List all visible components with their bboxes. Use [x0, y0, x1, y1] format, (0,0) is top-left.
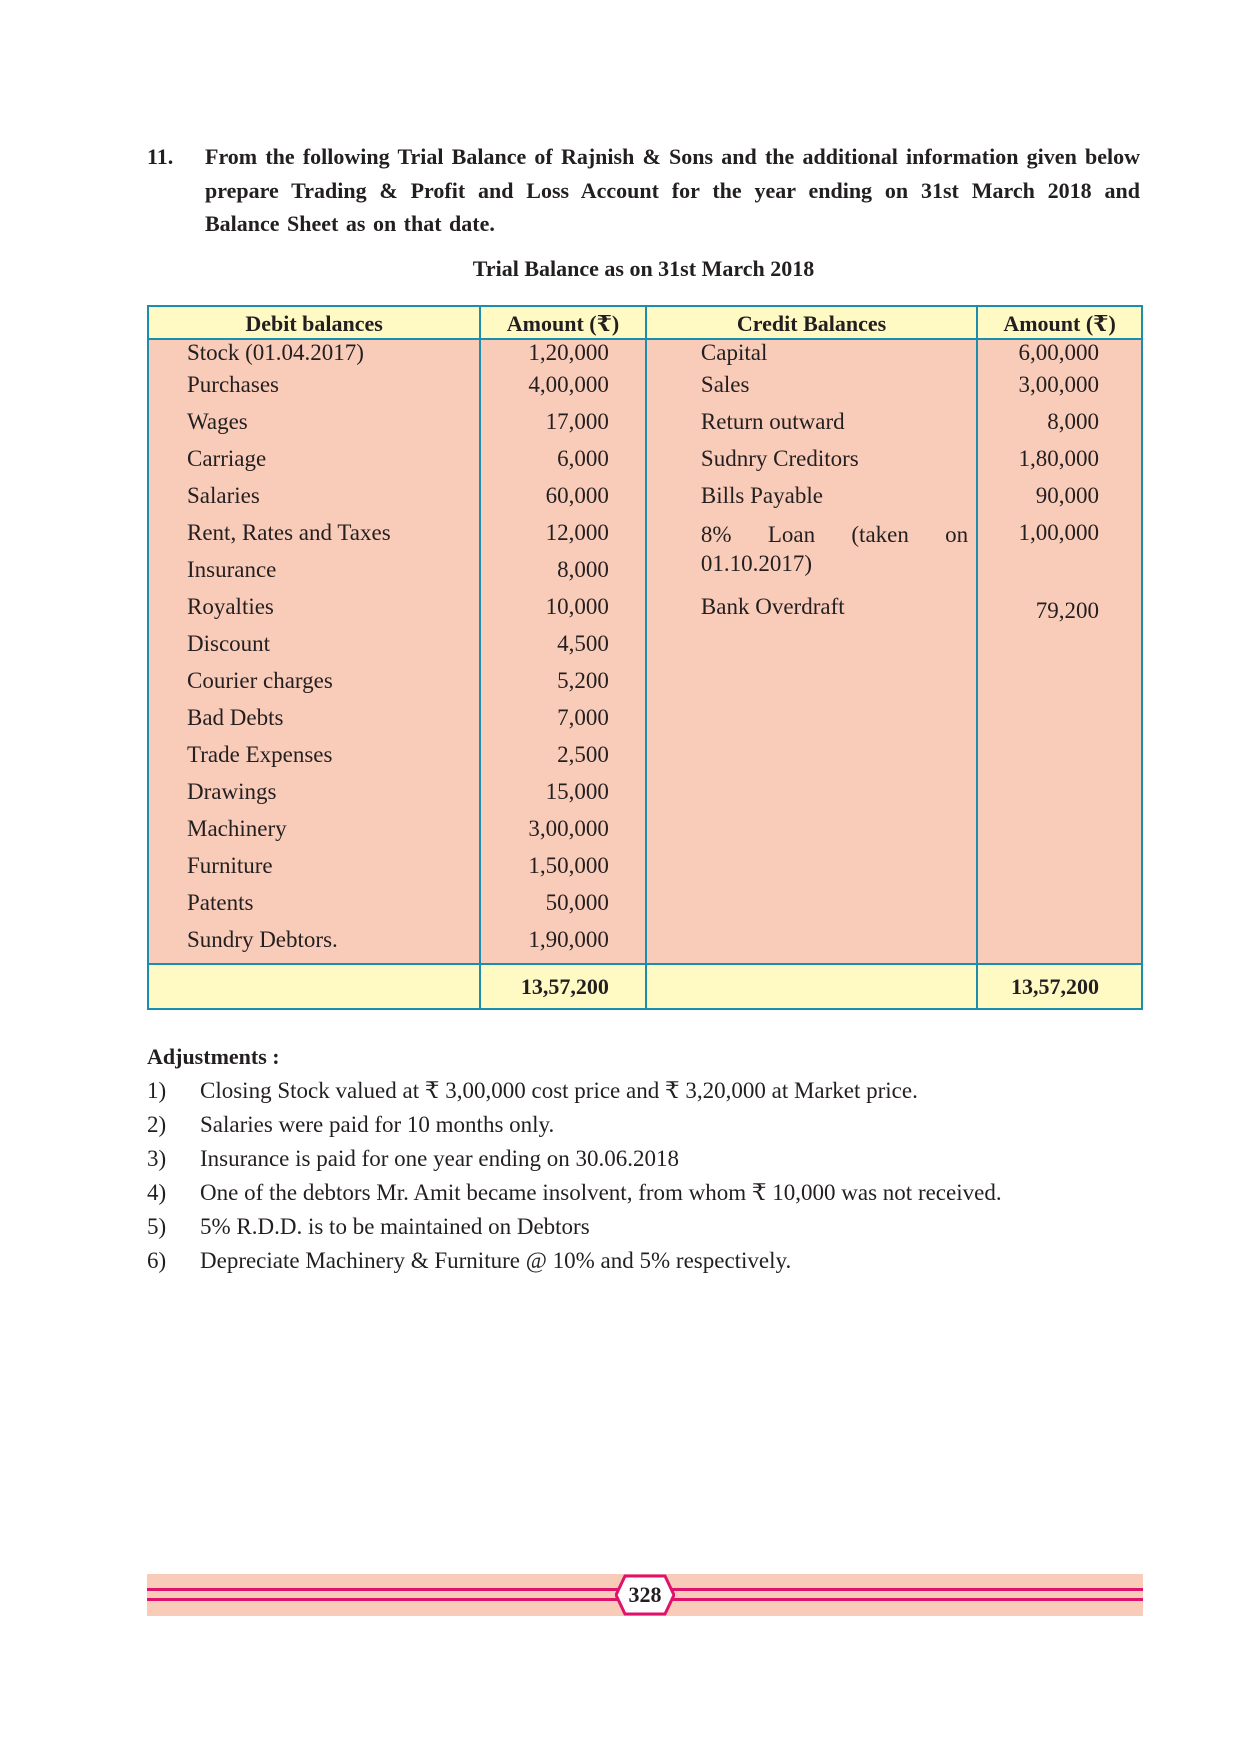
- debit-amount: 4,500: [480, 631, 646, 668]
- table-row: [148, 631, 1142, 668]
- debit-account: Courier charges: [148, 668, 480, 705]
- debit-amount: 17,000: [480, 409, 646, 446]
- credit-amount: 79,200: [977, 594, 1142, 631]
- debit-account: Discount: [148, 631, 480, 668]
- table-row: [148, 409, 1142, 446]
- table-row: [148, 853, 1142, 890]
- adjustment-item: [147, 1244, 1140, 1278]
- credit-amount: [977, 631, 1142, 668]
- adjustment-item: [147, 1210, 1140, 1244]
- table-row: [148, 742, 1142, 779]
- credit-amount: [977, 890, 1142, 927]
- debit-account: Drawings: [148, 779, 480, 816]
- debit-header: Debit balances: [148, 306, 480, 339]
- debit-account: Insurance: [148, 557, 480, 594]
- debit-amount: 2,500: [480, 742, 646, 779]
- debit-account: Furniture: [148, 853, 480, 890]
- adjustment-number: 6): [147, 1248, 167, 1273]
- adjustment-number: 3): [147, 1146, 167, 1171]
- credit-amount: 8,000: [977, 409, 1142, 446]
- credit-total: 13,57,200: [977, 964, 1142, 1009]
- table-row: [148, 483, 1142, 520]
- adjustment-text: One of the debtors Mr. Amit became insolvent, from whom ₹ 10,000 was not received.: [200, 1180, 1002, 1205]
- credit-header: Credit Balances: [646, 306, 977, 339]
- debit-amount: 10,000: [480, 594, 646, 631]
- totals-row: [148, 964, 1142, 1009]
- debit-amount: 15,000: [480, 779, 646, 816]
- page-footer: [147, 1574, 1143, 1616]
- table-row: [148, 520, 1142, 557]
- debit-amount: 5,200: [480, 668, 646, 705]
- credit-account: [646, 890, 977, 927]
- credit-account: Sudnry Creditors: [646, 446, 977, 483]
- credit-account: [646, 853, 977, 890]
- credit-account: [646, 779, 977, 816]
- credit-account: Bills Payable: [646, 483, 977, 520]
- debit-account: Carriage: [148, 446, 480, 483]
- debit-account: Purchases: [148, 372, 480, 409]
- credit-account: Return outward: [646, 409, 977, 446]
- debit-account: Stock (01.04.2017): [148, 339, 480, 372]
- table-row: [148, 705, 1142, 742]
- trial-balance-table: [147, 305, 1143, 1010]
- question-block: [147, 140, 1140, 241]
- credit-amount: [977, 853, 1142, 890]
- table-row: [148, 890, 1142, 927]
- credit-amount: [977, 668, 1142, 705]
- debit-amount: 7,000: [480, 705, 646, 742]
- table-row: [148, 594, 1142, 631]
- table-row: [148, 927, 1142, 964]
- debit-amount: 1,20,000: [480, 339, 646, 372]
- credit-amount: [977, 927, 1142, 964]
- credit-account: [646, 631, 977, 668]
- credit-account: [646, 668, 977, 705]
- credit-amount: 3,00,000: [977, 372, 1142, 409]
- adjustment-number: 2): [147, 1112, 167, 1137]
- credit-account: [646, 742, 977, 779]
- debit-amount: 60,000: [480, 483, 646, 520]
- adjustment-text: Insurance is paid for one year ending on 30.06.2018: [200, 1146, 680, 1171]
- debit-account: Trade Expenses: [148, 742, 480, 779]
- table-header-row: [148, 306, 1142, 339]
- loan-label-line2: 01.10.2017): [700, 551, 813, 576]
- adjustments-section: [147, 1040, 1140, 1278]
- adjustment-item: [147, 1176, 1140, 1210]
- debit-amount: 4,00,000: [480, 372, 646, 409]
- credit-account: Sales: [646, 372, 977, 409]
- adjustment-number: 5): [147, 1214, 167, 1239]
- credit-amount: 1,80,000: [977, 446, 1142, 483]
- adjustments-heading: Adjustments :: [147, 1044, 280, 1069]
- debit-amount-header: Amount (₹): [480, 306, 646, 339]
- debit-amount: 12,000: [480, 520, 646, 557]
- adjustment-number: 4): [147, 1180, 167, 1205]
- table-row: [148, 779, 1142, 816]
- debit-account: Rent, Rates and Taxes: [148, 520, 480, 557]
- adjustment-text: Salaries were paid for 10 months only.: [200, 1112, 555, 1137]
- adjustment-number: 1): [147, 1078, 167, 1103]
- credit-amount-header: Amount (₹): [977, 306, 1142, 339]
- debit-account: Patents: [148, 890, 480, 927]
- debit-amount: 8,000: [480, 557, 646, 594]
- credit-account: Capital: [646, 339, 977, 372]
- adjustment-text: 5% R.D.D. is to be maintained on Debtors: [200, 1214, 590, 1239]
- table-row: [148, 668, 1142, 705]
- debit-amount: 6,000: [480, 446, 646, 483]
- debit-amount: 3,00,000: [480, 816, 646, 853]
- credit-amount: [977, 779, 1142, 816]
- adjustment-item: [147, 1108, 1140, 1142]
- credit-account-loan: [646, 520, 977, 594]
- totals-credit-label-cell: [646, 964, 977, 1009]
- credit-amount: [977, 705, 1142, 742]
- table-row: [148, 816, 1142, 853]
- table-row: [148, 339, 1142, 372]
- debit-account: Salaries: [148, 483, 480, 520]
- credit-amount: 90,000: [977, 483, 1142, 520]
- debit-amount: 1,50,000: [480, 853, 646, 890]
- credit-amount: [977, 816, 1142, 853]
- trial-balance-title: Trial Balance as on 31st March 2018: [472, 256, 815, 281]
- question-number: 11.: [147, 144, 174, 169]
- adjustment-text: Depreciate Machinery & Furniture @ 10% and 5% respectively.: [200, 1248, 792, 1273]
- credit-amount: [977, 742, 1142, 779]
- question-text: From the following Trial Balance of Rajnish & Sons and the additional information given below prepare Trading & Profit and Loss Account for the year ending on 31st March 2018 and Balance Sheet as on that date.: [205, 144, 1140, 236]
- loan-label-line1: 8% Loan (taken on: [700, 522, 969, 547]
- credit-account: [646, 705, 977, 742]
- totals-debit-label-cell: [148, 964, 480, 1009]
- table-row: [148, 372, 1142, 409]
- debit-amount: 1,90,000: [480, 927, 646, 964]
- credit-account: Bank Overdraft: [646, 594, 977, 631]
- debit-total: 13,57,200: [480, 964, 646, 1009]
- table-row: [148, 446, 1142, 483]
- debit-account: Bad Debts: [148, 705, 480, 742]
- credit-account: [646, 816, 977, 853]
- debit-account: Sundry Debtors.: [148, 927, 480, 964]
- credit-amount: 1,00,000: [977, 520, 1142, 594]
- adjustment-text: Closing Stock valued at ₹ 3,00,000 cost price and ₹ 3,20,000 at Market price.: [200, 1078, 918, 1103]
- debit-account: Royalties: [148, 594, 480, 631]
- debit-account: Machinery: [148, 816, 480, 853]
- credit-account: [646, 927, 977, 964]
- credit-amount: 6,00,000: [977, 339, 1142, 372]
- adjustment-item: [147, 1142, 1140, 1176]
- debit-amount: 50,000: [480, 890, 646, 927]
- adjustment-item: [147, 1074, 1140, 1108]
- debit-account: Wages: [148, 409, 480, 446]
- page-number: 328: [628, 1582, 662, 1607]
